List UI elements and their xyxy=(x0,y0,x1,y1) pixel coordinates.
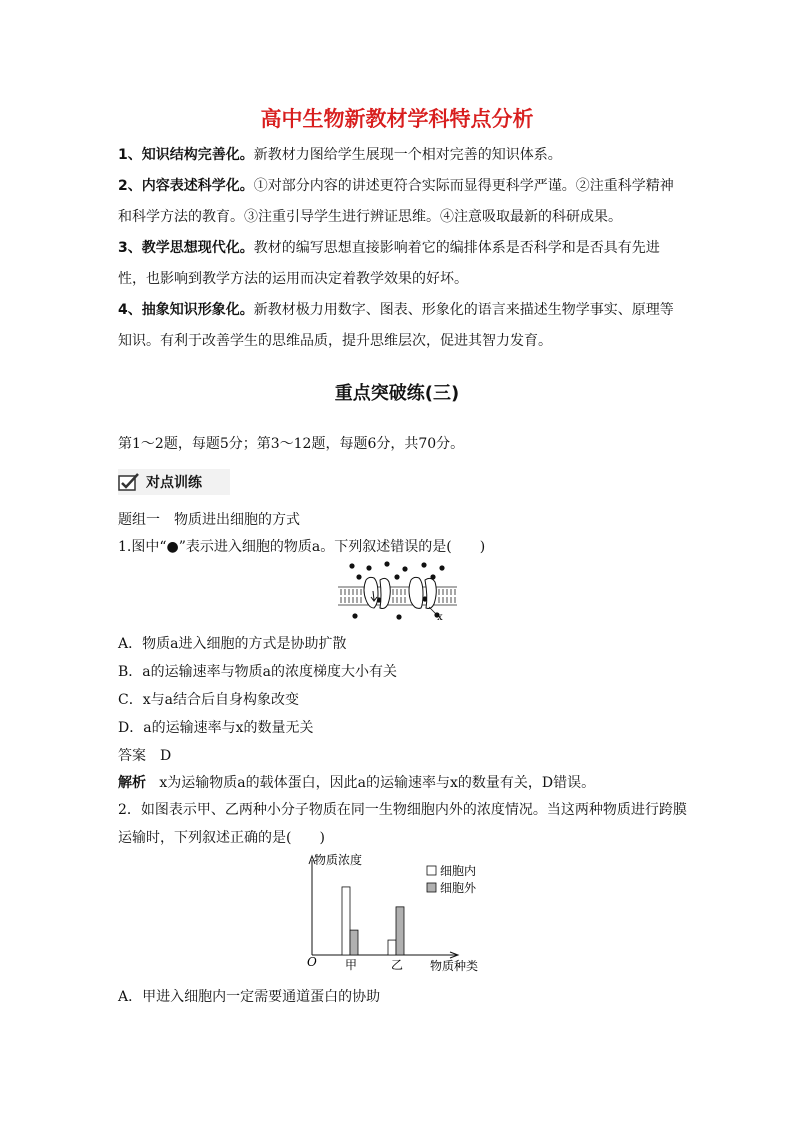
legend-label-1: 细胞外 xyxy=(440,881,477,895)
training-label: 对点训练 xyxy=(146,475,202,491)
point-1-text: 新教材力图给学生展现一个相对完善的知识体系。 xyxy=(253,147,562,163)
legend-label-0: 细胞内 xyxy=(440,864,477,878)
analysis-label: 解析 xyxy=(118,775,146,791)
scoring-note: 第1～2题，每题5分；第3～12题，每题6分，共70分。 xyxy=(118,436,465,452)
section-title: 重点突破练(三) xyxy=(334,383,460,404)
bar-1-0 xyxy=(388,940,396,955)
point-1-head: 1、知识结构完善化。 xyxy=(118,147,254,163)
point-4-text: 新教材极力用数字、图表、形象化的语言来描述生物学事实、原理等知识。有利于改善学生的思维品质，提升思维层次，促进其智力发育。 xyxy=(118,302,674,349)
point-2-text: ①对部分内容的讲述更符合实际而显得更科学严谨。②注重科学精神和科学方法的教育。③注重引导学生进行辨证思维。④注意吸取最新的科研成果。 xyxy=(118,178,674,225)
point-1 xyxy=(118,140,678,171)
q1-option-b: B．a的运输速率与物质a的浓度梯度大小有关 xyxy=(118,664,397,680)
bar-0-0 xyxy=(342,887,350,955)
q2-option-a: A．甲进入细胞内一定需要通道蛋白的协助 xyxy=(118,989,381,1005)
q1-analysis xyxy=(118,772,595,792)
concentration-bar-chart xyxy=(300,850,500,980)
checkbox-icon xyxy=(118,473,140,491)
phospholipid-bilayer xyxy=(338,587,457,605)
q1-option-c: C．x与a结合后自身构象改变 xyxy=(118,692,299,708)
carrier-protein-left xyxy=(364,577,390,608)
x-axis-label: 物质种类 xyxy=(430,959,479,973)
q1-option-a: A．物质a进入细胞的方式是协助扩散 xyxy=(118,636,347,652)
diagram-label-x: x xyxy=(437,612,443,622)
category-label-1: 乙 xyxy=(391,958,404,972)
legend-swatch-1 xyxy=(427,883,436,892)
q1-stem: 1.图中“●”表示进入细胞的物质a。下列叙述错误的是( ) xyxy=(118,539,486,555)
group-label: 题组一 物质进出细胞的方式 xyxy=(118,512,300,528)
point-4 xyxy=(118,295,678,357)
membrane-diagram xyxy=(335,560,460,622)
origin-label: O xyxy=(307,955,317,969)
category-label-0: 甲 xyxy=(345,958,358,972)
point-3-text: 教材的编写思想直接影响着它的编排体系是否科学和是否具有先进性，也影响到教学方法的运用而决定着教学效果的好坏。 xyxy=(118,240,660,287)
page-title: 高中生物新教材学科特点分析 xyxy=(260,107,534,131)
bar-1-1 xyxy=(396,907,404,955)
point-2 xyxy=(118,171,678,233)
point-2-head: 2、内容表述科学化。 xyxy=(118,178,254,194)
point-3-head: 3、教学思想现代化。 xyxy=(118,240,254,256)
point-3 xyxy=(118,233,678,295)
training-section-bar xyxy=(118,469,230,495)
q2-stem-line1: 2．如图表示甲、乙两种小分子物质在同一生物细胞内外的浓度情况。当这两种物质进行跨膜 xyxy=(118,802,687,818)
category-labels xyxy=(345,958,403,972)
q1-answer: 答案 D xyxy=(118,748,172,764)
legend-swatch-0 xyxy=(427,866,436,875)
y-axis-label: 物质浓度 xyxy=(314,853,363,867)
analysis-text: x为运输物质a的载体蛋白，因此a的运输速率与x的数量有关，D错误。 xyxy=(159,775,596,791)
point-4-head: 4、抽象知识形象化。 xyxy=(118,302,254,318)
q1-option-d: D．a的运输速率与x的数量无关 xyxy=(118,720,314,736)
carrier-protein-right xyxy=(409,577,436,608)
q2-stem-line2: 运输时，下列叙述正确的是( ) xyxy=(118,830,325,846)
legend xyxy=(427,863,477,895)
bars xyxy=(342,887,404,955)
bar-0-1 xyxy=(350,930,358,955)
label-pointer xyxy=(429,607,436,614)
